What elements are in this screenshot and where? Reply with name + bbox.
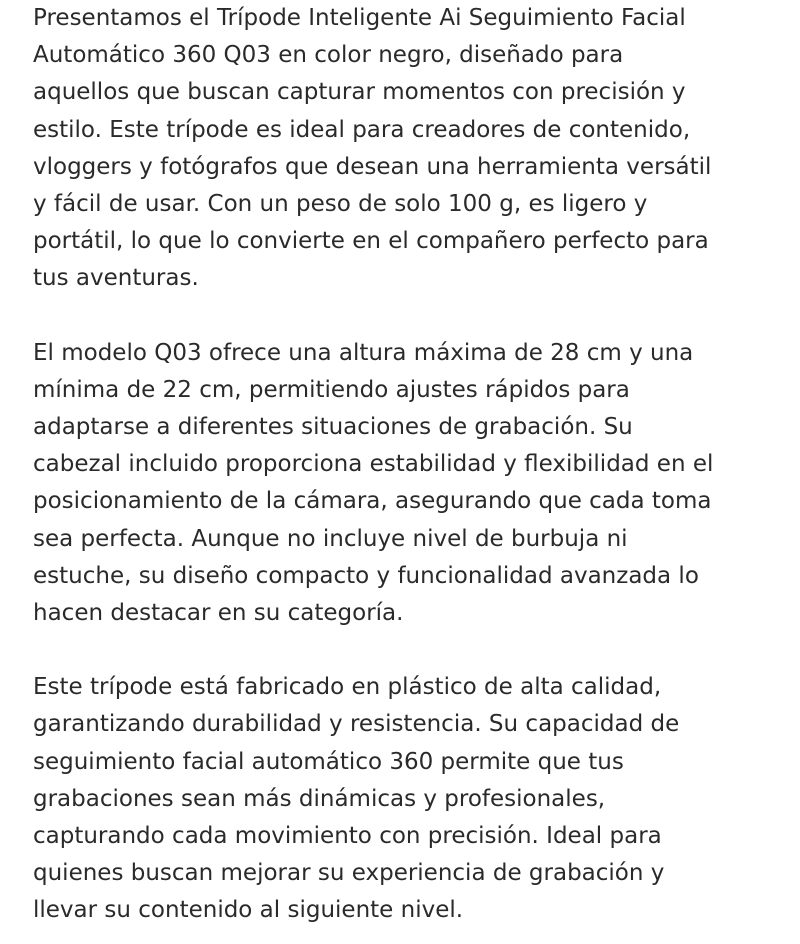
description-paragraph-3: Este trípode está fabricado en plástico de alta calidad, garantizando durabilidad y resistencia. Su capacidad de seguimiento facial automático 360 permite que tus grabaciones sean más dinámicas y profesionales, capturando cada movimiento con precisión. Ideal para quienes buscan mejorar su experiencia de grabación y llevar su contenido al siguiente nivel. bbox=[33, 674, 680, 924]
product-description bbox=[33, 0, 793, 930]
description-paragraph-1: Presentamos el Trípode Inteligente Ai Seguimiento Facial Automático 360 Q03 en color negro, diseñado para aquellos que buscan capturar momentos con precisión y estilo. Este trípode es ideal para creadores de contenido, vloggers y fotógrafos que desean una herramienta versátil y fácil de usar. Con un peso de solo 100 g, es ligero y portátil, lo que lo convierte en el compañero perfecto para tus aventuras. bbox=[33, 5, 712, 292]
description-paragraph-2: El modelo Q03 ofrece una altura máxima de 28 cm y una mínima de 22 cm, permitiendo ajustes rápidos para adaptarse a diferentes situaciones de grabación. Su cabezal incluido proporciona estabilidad y flexibilidad en el posicionamiento de la cámara, asegurando que cada toma sea perfecta. Aunque no incluye nivel de burbuja ni estuche, su diseño compacto y funcionalidad avanzada lo hacen destacar en su categoría. bbox=[33, 339, 714, 627]
